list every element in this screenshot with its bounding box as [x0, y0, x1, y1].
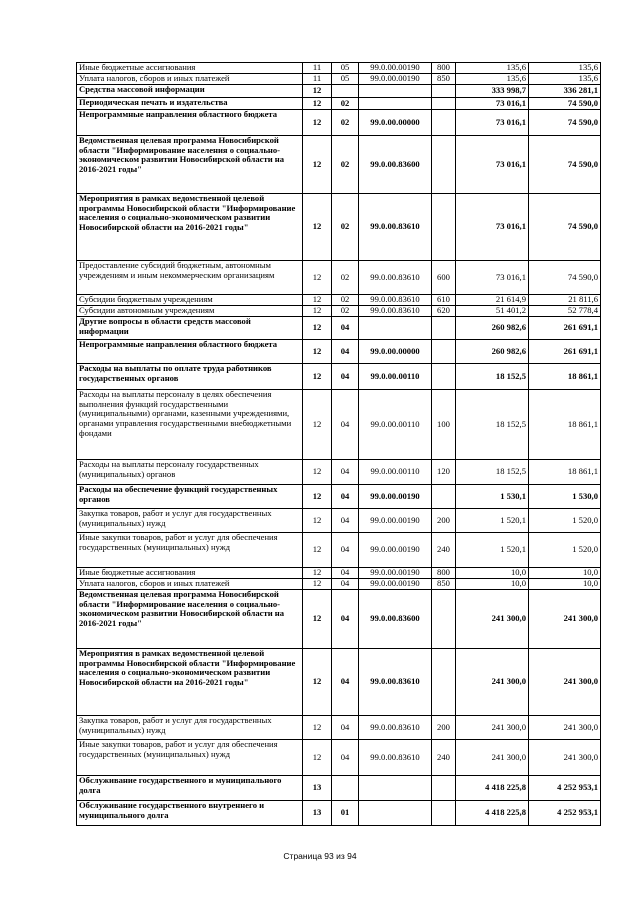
row-amount-1: 51 401,2	[456, 306, 529, 317]
row-expense-type	[432, 136, 456, 194]
row-target-code	[359, 98, 432, 110]
table-body	[77, 63, 601, 826]
row-amount-1: 73 016,1	[456, 98, 529, 110]
row-expense-type: 240	[432, 533, 456, 568]
row-target-code: 99.0.00.83610	[359, 306, 432, 317]
row-amount-2: 135,6	[529, 63, 601, 74]
row-target-code: 99.0.00.83600	[359, 136, 432, 194]
row-subsection: 02	[332, 98, 359, 110]
row-name: Субсидии бюджетным учреждениям	[77, 295, 303, 306]
row-subsection	[332, 85, 359, 98]
page-number: Страница 93 из 94	[283, 851, 357, 861]
row-target-code: 99.0.00.00190	[359, 485, 432, 509]
row-section: 13	[303, 776, 332, 801]
row-name: Непрограммные направления областного бюджета	[77, 110, 303, 136]
row-amount-1: 18 152,5	[456, 364, 529, 390]
row-expense-type	[432, 194, 456, 261]
row-amount-2: 52 778,4	[529, 306, 601, 317]
row-section: 12	[303, 306, 332, 317]
row-amount-1: 1 520,1	[456, 509, 529, 533]
row-expense-type: 200	[432, 509, 456, 533]
row-name: Периодическая печать и издательства	[77, 98, 303, 110]
row-subsection: 02	[332, 261, 359, 295]
row-name: Расходы на выплаты персоналу государственных (муниципальных) органов	[77, 460, 303, 485]
row-name: Закупка товаров, работ и услуг для государственных (муниципальных) нужд	[77, 509, 303, 533]
row-name: Другие вопросы в области средств массовой информации	[77, 317, 303, 340]
row-target-code: 99.0.00.00190	[359, 63, 432, 74]
row-expense-type	[432, 776, 456, 801]
row-amount-1: 73 016,1	[456, 261, 529, 295]
table-row	[77, 85, 601, 98]
row-section: 12	[303, 364, 332, 390]
row-subsection: 04	[332, 740, 359, 776]
row-target-code: 99.0.00.83610	[359, 716, 432, 740]
row-target-code	[359, 317, 432, 340]
row-subsection: 02	[332, 110, 359, 136]
row-name: Мероприятия в рамках ведомственной целевой программы Новосибирской области "Информирование населения о социально-экономическом развитии Новосибирской области на 2016-2021 годы"	[77, 194, 303, 261]
row-amount-2: 241 300,0	[529, 590, 601, 649]
row-name: Уплата налогов, сборов и иных платежей	[77, 579, 303, 590]
table-row	[77, 590, 601, 649]
row-section: 12	[303, 85, 332, 98]
row-expense-type: 240	[432, 740, 456, 776]
row-section: 12	[303, 568, 332, 579]
row-amount-2: 241 300,0	[529, 649, 601, 716]
row-target-code: 99.0.00.00000	[359, 110, 432, 136]
row-target-code	[359, 776, 432, 801]
row-amount-2: 261 691,1	[529, 317, 601, 340]
row-amount-1: 135,6	[456, 63, 529, 74]
row-subsection: 04	[332, 579, 359, 590]
row-subsection: 05	[332, 74, 359, 85]
row-target-code: 99.0.00.00190	[359, 579, 432, 590]
row-expense-type	[432, 110, 456, 136]
row-amount-1: 73 016,1	[456, 136, 529, 194]
row-amount-1: 10,0	[456, 579, 529, 590]
row-subsection: 04	[332, 533, 359, 568]
row-subsection: 05	[332, 63, 359, 74]
row-section: 11	[303, 63, 332, 74]
row-name: Ведомственная целевая программа Новосибирской области "Информирование населения о социально-экономическом развитии Новосибирской области на 2016-2021 годы"	[77, 136, 303, 194]
row-amount-1: 21 614,9	[456, 295, 529, 306]
row-target-code: 99.0.00.00190	[359, 509, 432, 533]
row-amount-2: 1 520,0	[529, 533, 601, 568]
row-name: Средства массовой информации	[77, 85, 303, 98]
row-subsection: 04	[332, 390, 359, 460]
row-target-code: 99.0.00.00110	[359, 364, 432, 390]
table-row	[77, 317, 601, 340]
row-name: Субсидии автономным учреждениям	[77, 306, 303, 317]
table-row	[77, 533, 601, 568]
table-row	[77, 509, 601, 533]
row-section: 12	[303, 716, 332, 740]
row-subsection: 04	[332, 364, 359, 390]
row-section: 12	[303, 649, 332, 716]
row-expense-type	[432, 98, 456, 110]
table-row	[77, 740, 601, 776]
row-name: Обслуживание государственного внутреннего и муниципального долга	[77, 801, 303, 826]
row-section: 12	[303, 579, 332, 590]
table-row	[77, 579, 601, 590]
row-target-code: 99.0.00.83610	[359, 740, 432, 776]
row-expense-type	[432, 85, 456, 98]
row-subsection: 04	[332, 568, 359, 579]
row-amount-1: 135,6	[456, 74, 529, 85]
row-section: 12	[303, 509, 332, 533]
row-name: Иные закупки товаров, работ и услуг для обеспечения государственных (муниципальных) нужд	[77, 533, 303, 568]
row-target-code: 99.0.00.83610	[359, 295, 432, 306]
table-row	[77, 306, 601, 317]
row-subsection: 02	[332, 306, 359, 317]
budget-table	[76, 62, 601, 826]
row-amount-1: 10,0	[456, 568, 529, 579]
row-target-code: 99.0.00.00110	[359, 460, 432, 485]
row-name: Уплата налогов, сборов и иных платежей	[77, 74, 303, 85]
row-expense-type: 800	[432, 568, 456, 579]
row-expense-type: 610	[432, 295, 456, 306]
row-amount-1: 241 300,0	[456, 590, 529, 649]
row-amount-1: 241 300,0	[456, 649, 529, 716]
row-amount-1: 241 300,0	[456, 716, 529, 740]
row-expense-type: 620	[432, 306, 456, 317]
table-row	[77, 568, 601, 579]
row-target-code	[359, 85, 432, 98]
row-subsection: 02	[332, 194, 359, 261]
row-expense-type: 600	[432, 261, 456, 295]
row-section: 12	[303, 194, 332, 261]
row-name: Предоставление субсидий бюджетным, автономным учреждениям и иным некоммерческим организациям	[77, 261, 303, 295]
row-expense-type	[432, 649, 456, 716]
table-row	[77, 295, 601, 306]
row-section: 11	[303, 74, 332, 85]
row-amount-2: 74 590,0	[529, 136, 601, 194]
row-amount-1: 4 418 225,8	[456, 776, 529, 801]
row-subsection: 04	[332, 317, 359, 340]
row-subsection	[332, 776, 359, 801]
row-expense-type	[432, 590, 456, 649]
table-row	[77, 364, 601, 390]
row-amount-1: 241 300,0	[456, 740, 529, 776]
row-section: 12	[303, 295, 332, 306]
row-amount-1: 260 982,6	[456, 340, 529, 364]
row-amount-2: 18 861,1	[529, 460, 601, 485]
row-section: 12	[303, 460, 332, 485]
row-target-code	[359, 801, 432, 826]
row-subsection: 04	[332, 460, 359, 485]
row-section: 12	[303, 317, 332, 340]
row-section: 12	[303, 136, 332, 194]
row-amount-1: 1 520,1	[456, 533, 529, 568]
row-target-code: 99.0.00.83610	[359, 649, 432, 716]
row-subsection: 04	[332, 509, 359, 533]
row-name: Иные закупки товаров, работ и услуг для обеспечения государственных (муниципальных) нужд	[77, 740, 303, 776]
row-amount-2: 10,0	[529, 579, 601, 590]
table-row	[77, 649, 601, 716]
row-amount-1: 260 982,6	[456, 317, 529, 340]
row-target-code: 99.0.00.00000	[359, 340, 432, 364]
row-amount-1: 18 152,5	[456, 460, 529, 485]
row-amount-1: 1 530,1	[456, 485, 529, 509]
row-amount-1: 73 016,1	[456, 194, 529, 261]
row-name: Расходы на обеспечение функций государственных органов	[77, 485, 303, 509]
row-expense-type: 120	[432, 460, 456, 485]
row-amount-2: 241 300,0	[529, 716, 601, 740]
row-section: 12	[303, 533, 332, 568]
table-row	[77, 136, 601, 194]
row-expense-type	[432, 485, 456, 509]
row-section: 12	[303, 98, 332, 110]
row-section: 12	[303, 590, 332, 649]
table-row	[77, 340, 601, 364]
row-amount-2: 18 861,1	[529, 390, 601, 460]
row-expense-type	[432, 364, 456, 390]
row-expense-type: 100	[432, 390, 456, 460]
row-target-code: 99.0.00.83600	[359, 590, 432, 649]
row-expense-type: 200	[432, 716, 456, 740]
row-amount-2: 74 590,0	[529, 194, 601, 261]
row-amount-2: 74 590,0	[529, 98, 601, 110]
row-amount-1: 18 152,5	[456, 390, 529, 460]
row-section: 12	[303, 261, 332, 295]
row-subsection: 04	[332, 649, 359, 716]
row-section: 12	[303, 740, 332, 776]
table-row	[77, 460, 601, 485]
row-amount-2: 261 691,1	[529, 340, 601, 364]
row-subsection: 02	[332, 136, 359, 194]
row-subsection: 01	[332, 801, 359, 826]
row-amount-2: 4 252 953,1	[529, 801, 601, 826]
table-row	[77, 194, 601, 261]
table-row	[77, 716, 601, 740]
table-row	[77, 485, 601, 509]
row-name: Иные бюджетные ассигнования	[77, 63, 303, 74]
row-amount-2: 4 252 953,1	[529, 776, 601, 801]
row-amount-2: 1 520,0	[529, 509, 601, 533]
row-expense-type	[432, 317, 456, 340]
row-section: 12	[303, 485, 332, 509]
row-amount-2: 336 281,1	[529, 85, 601, 98]
row-amount-2: 18 861,1	[529, 364, 601, 390]
row-amount-1: 4 418 225,8	[456, 801, 529, 826]
table-row	[77, 74, 601, 85]
table-row	[77, 63, 601, 74]
row-target-code: 99.0.00.83610	[359, 194, 432, 261]
table-row	[77, 110, 601, 136]
row-expense-type: 850	[432, 74, 456, 85]
row-amount-2: 135,6	[529, 74, 601, 85]
row-subsection: 04	[332, 590, 359, 649]
row-name: Расходы на выплаты персоналу в целях обеспечения выполнения функций государственными (муниципальными) органами, казенными учреждениями, органами управления государственными внебюджетными фондами	[77, 390, 303, 460]
row-amount-1: 333 998,7	[456, 85, 529, 98]
row-expense-type: 800	[432, 63, 456, 74]
row-target-code: 99.0.00.00190	[359, 568, 432, 579]
row-name: Закупка товаров, работ и услуг для государственных (муниципальных) нужд	[77, 716, 303, 740]
row-amount-2: 21 811,6	[529, 295, 601, 306]
row-name: Обслуживание государственного и муниципального долга	[77, 776, 303, 801]
row-target-code: 99.0.00.83610	[359, 261, 432, 295]
row-section: 12	[303, 340, 332, 364]
row-amount-2: 241 300,0	[529, 740, 601, 776]
row-target-code: 99.0.00.00190	[359, 533, 432, 568]
row-subsection: 02	[332, 295, 359, 306]
table-row	[77, 801, 601, 826]
row-section: 12	[303, 390, 332, 460]
row-target-code: 99.0.00.00110	[359, 390, 432, 460]
row-name: Ведомственная целевая программа Новосибирской области "Информирование населения о социально-экономическом развитии Новосибирской области на 2016-2021 годы"	[77, 590, 303, 649]
row-amount-1: 73 016,1	[456, 110, 529, 136]
row-target-code: 99.0.00.00190	[359, 74, 432, 85]
table-row	[77, 390, 601, 460]
row-name: Иные бюджетные ассигнования	[77, 568, 303, 579]
row-name: Расходы на выплаты по оплате труда работников государственных органов	[77, 364, 303, 390]
row-amount-2: 74 590,0	[529, 261, 601, 295]
row-section: 12	[303, 110, 332, 136]
row-amount-2: 10,0	[529, 568, 601, 579]
row-amount-2: 74 590,0	[529, 110, 601, 136]
row-expense-type	[432, 340, 456, 364]
row-name: Мероприятия в рамках ведомственной целевой программы Новосибирской области "Информирование населения о социально-экономическом развитии Новосибирской области на 2016-2021 годы"	[77, 649, 303, 716]
row-section: 13	[303, 801, 332, 826]
row-expense-type: 850	[432, 579, 456, 590]
row-subsection: 04	[332, 340, 359, 364]
row-subsection: 04	[332, 485, 359, 509]
row-name: Непрограммные направления областного бюджета	[77, 340, 303, 364]
table-row	[77, 776, 601, 801]
table-row	[77, 261, 601, 295]
row-expense-type	[432, 801, 456, 826]
row-subsection: 04	[332, 716, 359, 740]
row-amount-2: 1 530,0	[529, 485, 601, 509]
table-row	[77, 98, 601, 110]
